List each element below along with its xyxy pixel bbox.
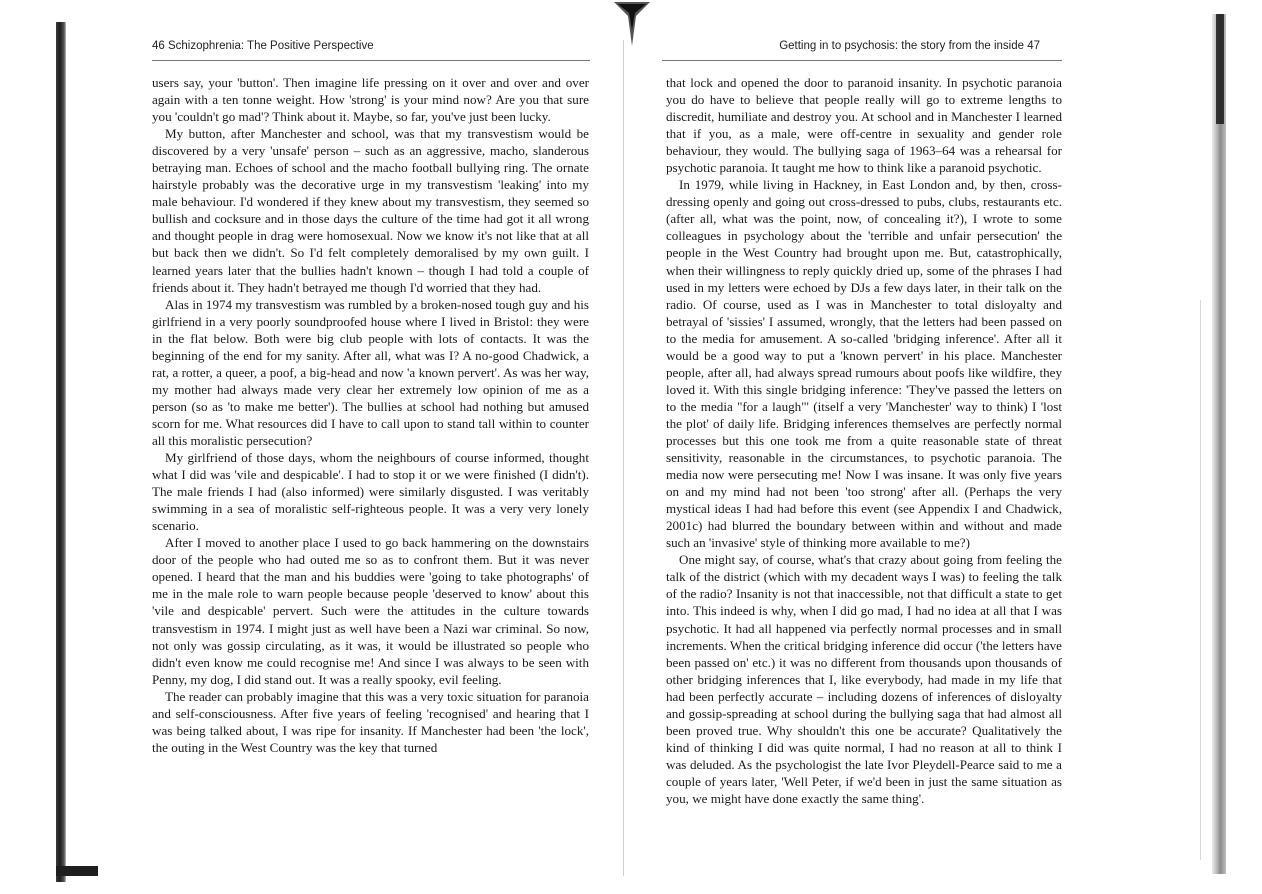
left-paragraph-6: The reader can probably imagine that this was a very toxic situation for paranoia and self-consciousness. After five years of feeling 'recognised' and hearing that I was being talked about, I was ripe for insanity. If Manchester had been 'the lock', the outing in the West Country was the key that turned <box>152 688 589 755</box>
right-paragraph-3: One might say, of course, what's that crazy about going from feeling the talk of the district (which with my decadent ways I was) to feeling the talk of the radio? Insanity is not that inaccessible, not that difficult a state to get into. This indeed is why, when I did go mad, I had no idea at all that I was psychotic. It had all happened via perfectly normal processes and in small increments. When the critical bridging inference did occur ('the letters have been passed on' etc.) it was no different from thousands upon thousands of other bridging inferences that I, like everybody, had made in my life that had been perfectly accurate – including dozens of inferences of disloyalty and gossip-spreading at school during the bullying saga that had almost all been proved true. Why shouldn't this one be accurate? Qualitatively the kind of thinking I did was quite normal, I had no reason at all to think I was deluded. As the psychologist the late Ivor Pleydell-Pearce said to me a couple of years later, 'Well Peter, if we'd been in just the same situation as you, we might have done exactly the same thing'. <box>666 552 1062 806</box>
right-head-rule <box>662 60 1062 61</box>
left-paragraph-4: My girlfriend of those days, whom the neighbours of course informed, thought what I did was 'vile and despicable'. I had to stop it or we were finished (I didn't). The male friends I had (also informed) were similarly disgusted. I was veritably swimming in a sea of moralistic self-righteous people. It was a very very lonely scenario. <box>152 450 589 534</box>
left-head-rule <box>152 60 590 61</box>
right-page <box>640 0 1262 894</box>
left-page <box>0 0 620 894</box>
book-gutter <box>623 40 624 876</box>
left-running-head: 46 Schizophrenia: The Positive Perspective <box>152 40 374 52</box>
right-paragraph-2: In 1979, while living in Hackney, in East London and, by then, cross-dressing openly and going out cross-dressed to pubs, clubs, restaurants etc. (after all, what was the point, now, of concealing it?), I wrote to some colleagues in psychology about the 'terrible and unfair persecution' the people in the West Country had brought upon me. But, catastrophically, when their willingness to reply quickly dried up, some of the phrases I had used in my letters were echoed by DJs a few days later, in their talk on the radio. Of course, used as I was in Manchester to total disloyalty and betrayal of 'sissies' I assumed, wrongly, that the letters had been passed on to the media for amusement. A so-called 'bridging inference'. After all it would be a good way to put a 'known pervert' in his place. Manchester people, after all, had always spread rumours about poofs like wildfire, they loved it. With this single bridging inference: 'They've passed the letters on to the media "for a laugh"' (itself a very 'Manchester' way to think) I 'lost the plot' of daily life. Bridging inferences themselves are perfectly normal processes but this one took me from a quite reasonable state of threat sensitivity, reasonable in the circumstances, to psychotic paranoia. The media now were persecuting me! Now I was insane. It was only five years on and my mind had not been 'too strong' after all. (Perhaps the very mystical ideas I had had before this event (see Appendix I and Chadwick, 2001c) had blurred the boundary between within and without and made such an 'invasive' style of thinking more available to me?) <box>666 177 1062 551</box>
left-paragraph-1: users say, your 'button'. Then imagine life pressing on it over and over and over again with a ten tonne weight. How 'strong' is your mind now? Are you that sure you 'couldn't go mad'? Think about it. Maybe, so far, you've just been lucky. <box>152 75 589 125</box>
right-body-text <box>666 74 1062 807</box>
left-paragraph-3: Alas in 1974 my transvestism was rumbled by a broken-nosed tough guy and his girlfriend in a very poorly soundproofed house where I lived in Bristol: they were in the flat below. Both were big club people with lots of contacts. It was the beginning of the end for my sanity. After all, what was I? A no-good Chadwick, a rat, a rotter, a queer, a poof, a big-head and now 'a known pervert'. As was her way, my mother had always made very clear her extremely low opinion of me as a person (so as 'to make me better'). The bullies at school had nothing but amused scorn for me. What resources did I have to call upon to stand tall within to counter all this moralistic persecution? <box>152 296 589 448</box>
left-paragraph-2: My button, after Manchester and school, was that my transvestism would be discovered by a very 'unsafe' person – such as an aggressive, macho, slanderous betraying man. Echoes of school and the macho football bullying ring. The ornate hairstyle probably was the decorative urge in my transvestism 'leaking' into my male behaviour. I'd wondered if they knew about my transvestism, they seemed so bullish and cocksure and in those days the culture of the time had got it all wrong and thought people in drag were homosexual. Now we know it's not like that at all but back then we didn't. So I'd felt completely demoralised by my own guilt. I learned years later that the bullies hadn't known – though I had told a couple of friends about it. They hadn't betrayed me though I'd worried that they had. <box>152 126 589 295</box>
left-body-text <box>152 74 589 756</box>
right-running-head: Getting in to psychosis: the story from the inside 47 <box>779 40 1040 52</box>
left-paragraph-5: After I moved to another place I used to go back hammering on the downstairs door of the people who had outed me so as to confront them. But it was never opened. I heard that the man and his buddies were 'going to take photographs' of me in the male role to warn people because people 'deserved to know' about this 'vile and despicable' pervert. Such were the attitudes in the culture towards transvestism in 1974. I might just as well have been a Nazi war criminal. So now, not only was gossip circulating, as it was, it would be illustrated so people who didn't even know me could recognise me! And since I was always to be seen with Penny, my dog, I did stand out. It was a really spooky, evil feeling. <box>152 535 589 687</box>
right-paragraph-1: that lock and opened the door to paranoid insanity. In psychotic paranoia you do have to believe that people really will go to extreme lengths to discredit, humiliate and destroy you. At school and in Manchester I learned that if you, as a male, were off-centre in sexuality and gender role behaviour, they would. The bullying saga of 1963–64 was a rehearsal for psychotic paranoia. It taught me how to think like a paranoid psychotic. <box>666 75 1062 176</box>
